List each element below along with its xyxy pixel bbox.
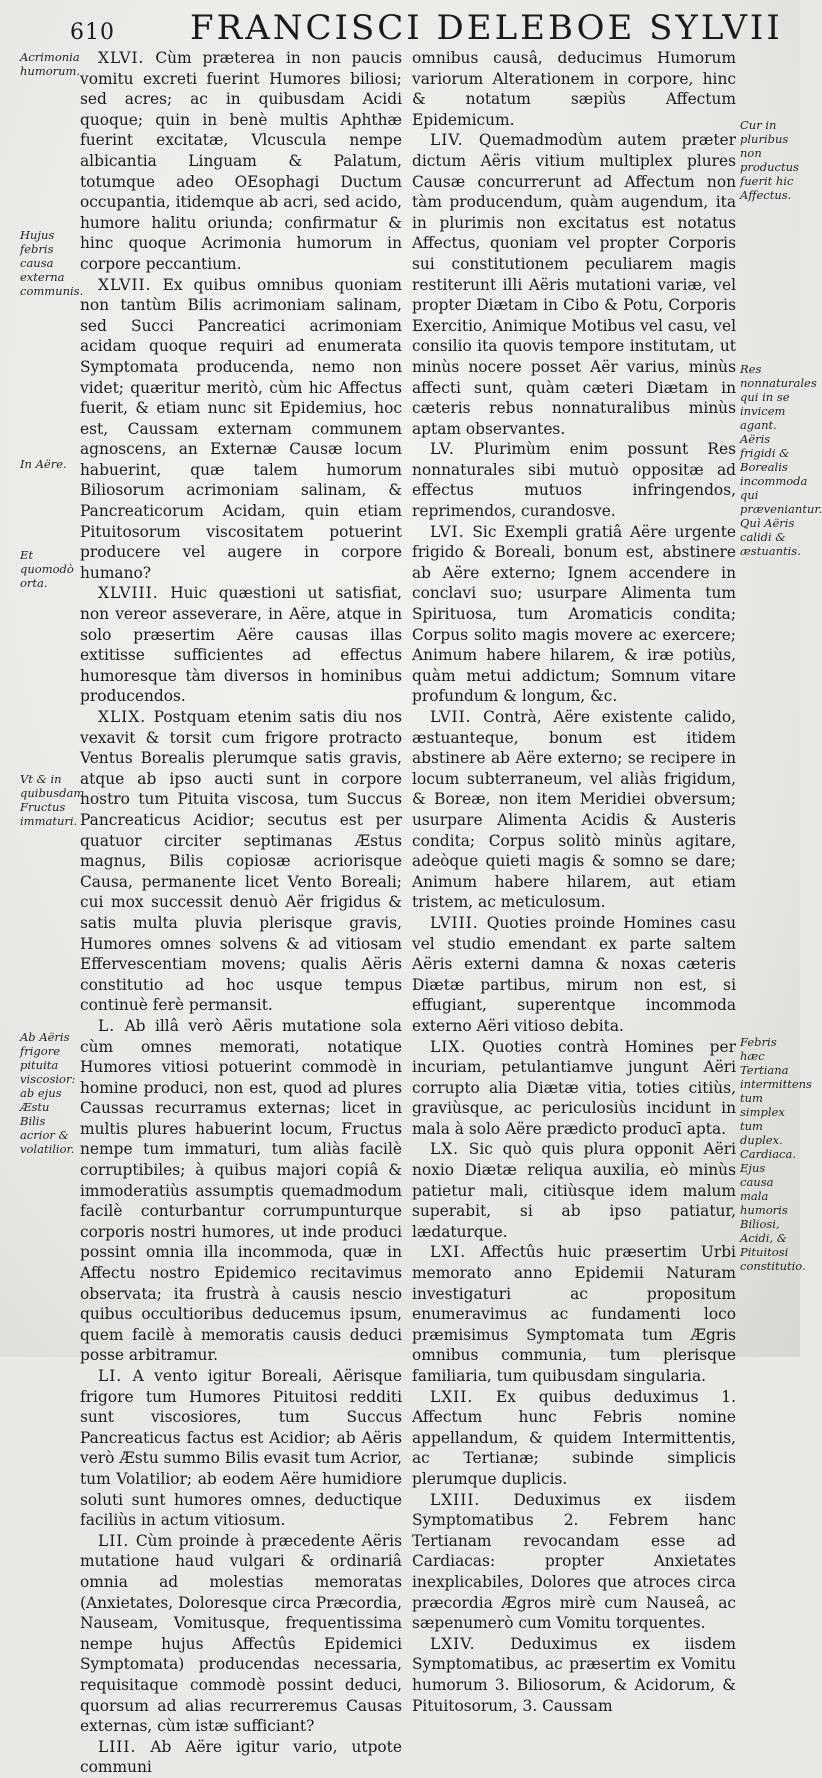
paragraph: LIV. Quemadmodùm autem præter dictum Aëris vitium multiplex plures Causæ concurrerunt ad Affectum non tàm producendum, quàm augendum, ita in plurimis non excitatus est notatus Affectus, quoniam vel propter Corporis sui constitutionem peculiarem magis restiterunt illi Aëris mutationi variæ, vel propter Diætam in Cibo & Potu, Corporis Exercitio, Animique Motibus vel casu, vel consilio ita quovis tempore institutam, ut minùs nocere posset Aër varius, minùs affecti sunt, quàm cæteri Diætam in cæteris rebus nonnaturalibus minùs aptam observantes. xyxy=(412,131,736,438)
paragraph: LI. A vento igitur Boreali, Aërisque frigore tum Humores Pituitosi redditi sunt viscosiores, tum Succus Pancreaticus factus est Acidior; ab Aëris verò Æstu summo Bilis evasit tum Acrior, tum Volatilior; ab eodem Aëre humidiore soluti sunt humores omnes, deductique faciliùs in actum vitiosum. xyxy=(80,1367,402,1530)
margin-note-right: Cur in pluribus non productus fuerit hic Affectus. xyxy=(740,118,799,202)
margin-note-right: Res nonnaturales qui in se invicem agant. Aëris frigidi & Borealis incommoda qui præveniantur. Quì Aëris calidi & æstuantis. xyxy=(740,362,822,558)
paragraph: LIX. Quoties contrà Homines per incuriam, petulantiamve jungunt Aëri corrupto alia Diætæ vitia, toties citiùs, graviùsque, ac periculosiùs incidunt in mala à solo Aëre prædicto producī apta. xyxy=(412,1037,736,1138)
paragraph: LXIII. Deduximus ex iisdem Symptomatibus 2. Febrem hanc Tertianam revocandam esse ad Cardiacas: propter Anxietates inexplicabiles, Dolores que atroces circa præcordia Ægros mirè cum Nauseâ, ac sæpenumerò cum Vomitu torquentes. xyxy=(412,1490,736,1633)
margin-note-left: Hujus febris causa externa communis. xyxy=(20,228,84,298)
margin-note-left: In Aëre. xyxy=(20,457,67,471)
text-column-right xyxy=(412,48,736,1715)
paragraph: LXII. Ex quibus deduximus 1. Affectum hunc Febris nomine appellandum, & quidem Intermittentis, ac Tertianæ; subinde simplicis plerumque duplicis. xyxy=(412,1387,736,1488)
paragraph: LIII. Ab Aëre igitur vario, utpote communi xyxy=(80,1737,402,1777)
paragraph: LVI. Sic Exempli gratiâ Aëre urgente frigido & Boreali, bonum est, abstinere ab Aëre externo; Ignem accendere in conclavi suo; usurpare Alimenta tum Spirituosa, tum Aromaticis condita; Corpus solito magis movere ac exercere; Animum habere hilarem, & iræ potiùs, quàm metui addictum; Somnum vitare profundum & longum, &c. xyxy=(412,522,736,706)
text-column-left xyxy=(80,48,402,1777)
paragraph: omnibus causâ, deducimus Humorum variorum Alterationem in corpore, hinc & notatum sæpiùs Affectum Epidemicum. xyxy=(412,49,736,129)
margin-note-right: Febris hæc Tertiana intermittens tum simplex tum duplex. Cardiaca. Ejus causa mala humoris Biliosi, Acidi, & Pituitosi constitutio. xyxy=(740,1035,812,1273)
running-head: FRANCISCI DELEBOE SYLVII xyxy=(190,8,783,48)
paragraph: LII. Cùm proinde à præcedente Aëris mutatione haud vulgari & ordinariâ omnia ad molestias memoratas (Anxietates, Doloresque circa Præcordia, Nauseam, Vomitusque, frequentissima nempe hujus Affectûs Epidemici Symptomata) producendas necessaria, requisitaque commodè possint deduci, quorsum ad alias recurreremus Causas externas, cùm istæ sufficiant? xyxy=(80,1531,402,1736)
page-number: 610 xyxy=(70,20,115,45)
paragraph: XLVIII. Huic quæstioni ut satisfiat, non vereor asseverare, in Aëre, atque in solo præsertim Aëre causas illas extitisse sufficientes ad effectus humoresque tàm diversos in hominibus producendos. xyxy=(80,584,402,706)
paragraph: XLVII. Ex quibus omnibus quoniam non tantùm Bilis acrimoniam salinam, sed Succi Pancreatici acrimoniam acidam quoque requiri ad enumerata Symptomata producenda, nemo non videt; quæritur meritò, cùm hic Affectus fuerit, & etiam nunc sit Epidemius, hoc est, Caussam externam communem agnoscens, an Externæ Causæ locum habuerint, quæ talem humorum Biliosorum acrimoniam salinam, & Pancreaticorum Acidam, quin etiam Pituitosorum viscositatem potuerint producere vel augere in corpore humano? xyxy=(80,275,402,582)
paragraph: L. Ab illâ verò Aëris mutatione sola cùm omnes memorati, notatique Humores vitiosi potuerint commodè in homine produci, non est, quod ad plures Caussas recurramus externas; licet in multis plures habuerint locum, Fructus nempe tum immaturi, tum aliàs facilè corruptibiles; à quibus majori copiâ & immoderatiùs assumptis quemadmodum facilè conturbantur corrumpunturque corporis nostri humores, ut inde produci possint omnia illa incommoda, quæ in Affectu nostro Epidemico recitavimus observata; ita frustrà à causis nescio quibus occultioribus deducemus ipsum, quem facilè à memoratis causis deduci posse arbitramur. xyxy=(80,1016,402,1365)
margin-note-left: Vt & in quibusdam Fructus immaturi. xyxy=(20,772,85,828)
page-header xyxy=(60,6,783,48)
paragraph: LV. Plurimùm enim possunt Res nonnaturales sibi mutuò oppositæ ad effectus mutuos infringendos, reprimendos, curandosve. xyxy=(412,440,736,521)
margin-note-left: Acrimonia humorum. xyxy=(20,50,81,78)
margin-note-left: Ab Aëris frigore pituita viscosior: ab ejus Æstu Bilis acrior & volatilior. xyxy=(20,1030,76,1156)
paragraph: LVII. Contrà, Aëre existente calido, æstuanteque, bonum est itidem abstinere ab Aëre externo; se recipere in locum subterraneum, vel aliàs frigidum, & Boreæ, non item Meridiei obversum; usurpare Alimenta Acidis & Austeris condita; Corpus solitò minùs agitare, adeòque quieti magis & somno se dare; Animum habere hilarem, aut etiam tristem, ac meticulosum. xyxy=(412,708,736,912)
paragraph: XLIX. Postquam etenim satis diu nos vexavit & torsit cum frigore protracto Ventus Borealis plerumque satis gravis, atque ab ipso aucti sunt in corpore nostro tum Pituita viscosa, tum Succus Pancreaticus Acidior; secutus est per quatuor circiter septimanas Æstus magnus, Bilis copiosæ acriorisque Causa, permanente licet Vento Boreali; cui mox successit denuò Aër frigidus & satis multa pluvia plerisque gravis, Humores omnes solvens & ad vitiosam Effervescentiam movens; qualis Aëris constitutio ad hoc usque tempus continuè ferè permansit. xyxy=(80,708,402,1015)
paragraph: LX. Sic quò quis plura opponit Aëri noxio Diætæ reliqua auxilia, eò minùs patietur mali, citiùsque idem malum superabit, si ab ipso patiatur, lædaturque. xyxy=(412,1140,736,1241)
paragraph: XLVI. Cùm præterea in non paucis vomitu excreti fuerint Humores biliosi; sed acres; ac in quibusdam Acidi quoque; quin in benè multis Aphthæ fuerint excitatæ, Vlcuscula nempe albicantia Linguam & Palatum, totumque adeo OEsophagi Ductum occupantia, itidemque ab acri, sed acido, humore halitu oriunda; confirmatur & hinc quoque Acrimonia humorum in corpore peccantium. xyxy=(80,49,402,273)
margin-note-left: Et quomodò orta. xyxy=(20,548,74,590)
paragraph: LVIII. Quoties proinde Homines casu vel studio emendant ex parte saltem Aëris externi damna & noxas cæteris Diætæ partibus, mirum non est, si effugiant, superentque incommoda externo Aëri vitioso debita. xyxy=(412,913,736,1035)
paragraph: LXI. Affectûs huic præsertim Urbi memorato anno Epidemii Naturam investigaturi ac propositum enumeravimus ac fundamenti loco præmisimus Symptomata tum Ægris omnibus communia, tum plerisque familiaria, tum quibusdam singularia. xyxy=(412,1243,736,1385)
paragraph: LXIV. Deduximus ex iisdem Symptomatibus, ac præsertim ex Vomitu humorum 3. Biliosorum, & Acidorum, & Pituitosorum, 3. Caussam xyxy=(412,1634,736,1715)
